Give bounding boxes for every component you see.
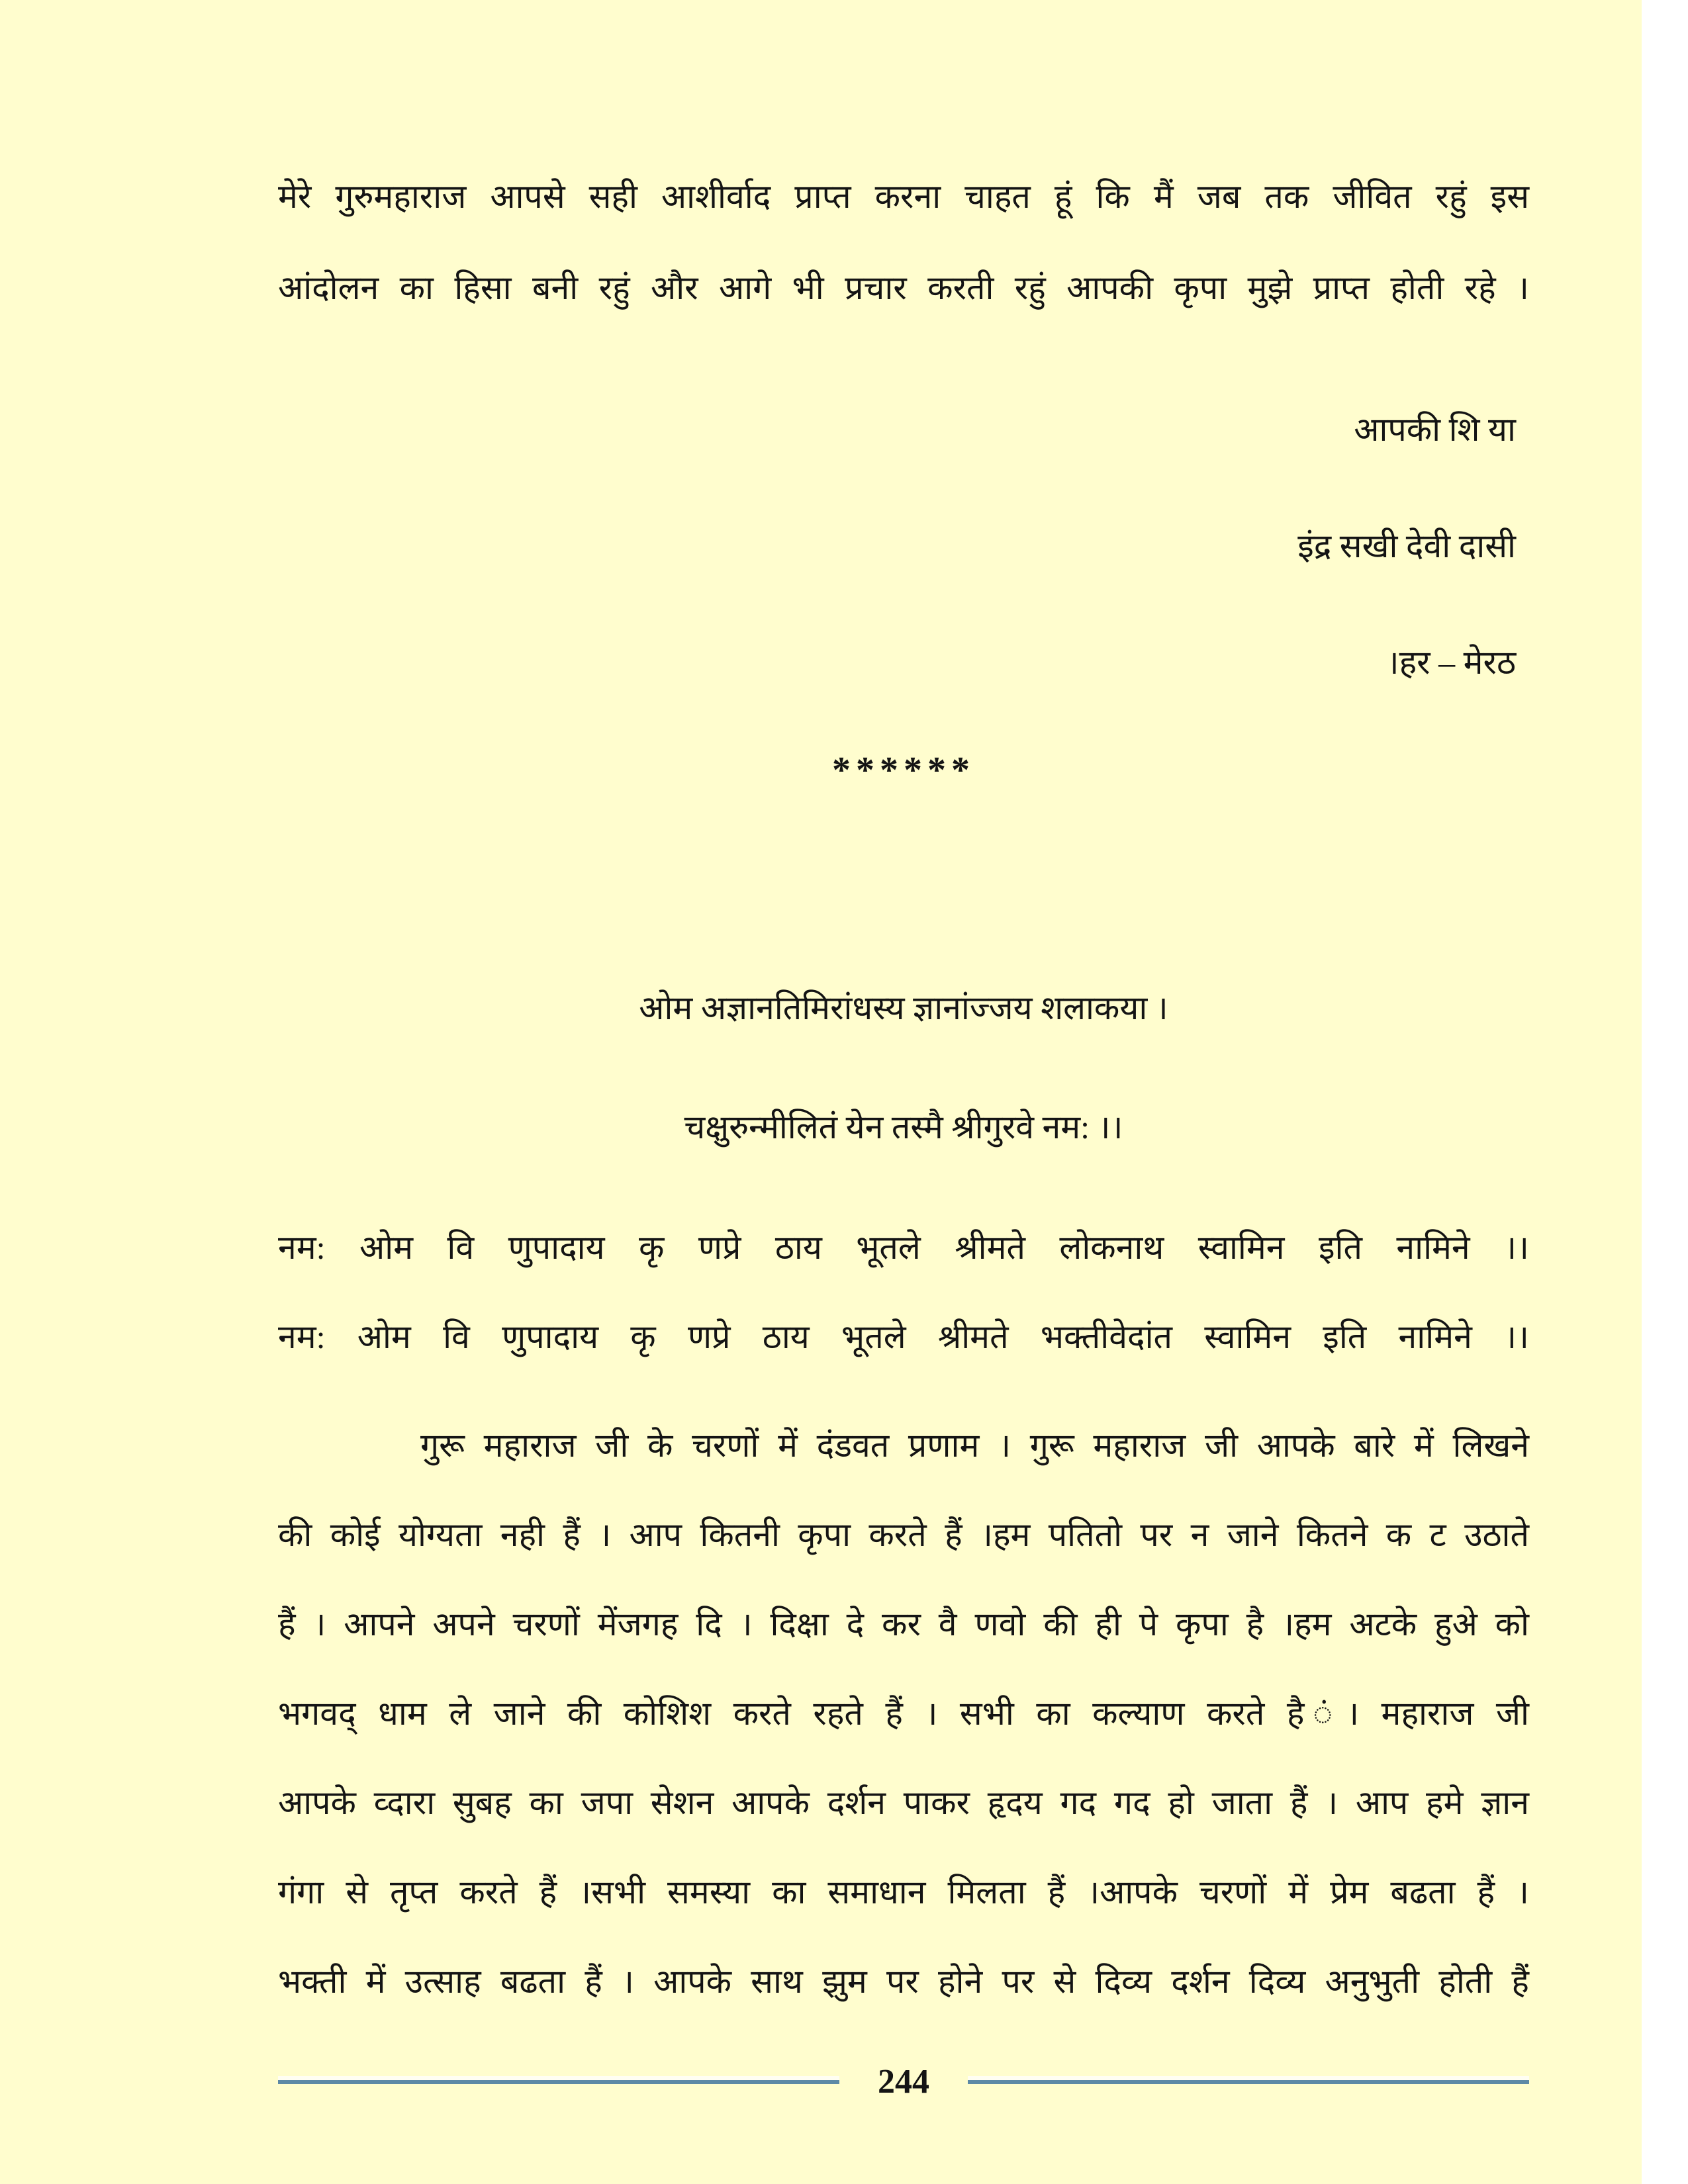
paper-edge <box>1642 0 1688 2184</box>
letter-paragraph-line: आंदोलन का हिसा बनी रहुं और आगे भी प्रचार करती रहुं आपकी कृपा मुझे प्राप्त होती रहे । <box>278 269 1529 306</box>
signature-line-disciple: आपकी शि या <box>1354 411 1516 448</box>
page-footer <box>278 2060 1529 2105</box>
obeisance-mantra-line: नम: ओम वि णुपादाय कृ णप्रे ठाय भूतले श्रीमते भक्तीवेदांत स्वामिन इति नामिने ।। <box>278 1318 1529 1355</box>
obeisance-mantra-line: नम: ओम वि णुपादाय कृ णप्रे ठाय भूतले श्रीमते लोकनाथ स्वामिन इति नामिने ।। <box>278 1229 1529 1266</box>
invocation-verse-line: ओम अज्ञानतिमिरांधस्य ज्ञानांज्जय शलाकया । <box>639 989 1168 1026</box>
footer-rule-left <box>278 2080 839 2084</box>
letter-paragraph-line: मेरे गुरुमहाराज आपसे सही आशीर्वाद प्राप्त करना चाहत हूं कि मैं जब तक जीवित रहुं इस <box>278 178 1529 215</box>
section-separator-asterisks: ****** <box>832 750 975 791</box>
body-paragraph-line: भक्ती में उत्साह बढता हैं । आपके साथ झुम पर होने पर से दिव्य दर्शन दिव्य अनुभुती होती हैं <box>278 1963 1529 2000</box>
body-paragraph-line: भगवद् धाम ले जाने की कोशिश करते रहते हैं । सभी का कल्याण करते है ं। महाराज जी <box>278 1695 1529 1732</box>
body-paragraph-line: गुरू महाराज जी के चरणों में दंडवत प्रणाम । गुरू महाराज जी आपके बारे में लिखने <box>420 1427 1529 1464</box>
body-paragraph-line: आपके व्दारा सुबह का जपा सेशन आपके दर्शन पाकर हृदय गद गद हो जाता हैं । आप हमे ज्ञान <box>278 1784 1529 1821</box>
body-paragraph-line: हैं । आपने अपने चरणों मेंजगह दि । दिक्षा दे कर वै णवो की ही पे कृपा है ।हम अटके हुअे को <box>278 1606 1529 1643</box>
invocation-verse-line: चक्षुरुन्मीलितं येन तस्मै श्रीगुरवे नम: ।। <box>684 1109 1123 1146</box>
page-number: 244 <box>878 2063 929 2101</box>
body-paragraph-line: गंगा से तृप्त करते हैं ।सभी समस्या का समाधान मिलता हैं ।आपके चरणों में प्रेम बढता हैं । <box>278 1874 1529 1911</box>
signature-line-place: ।हर – मेरठ <box>1386 644 1516 681</box>
page-content <box>278 177 1529 2001</box>
signature-line-name: इंद्र सखी देवी दासी <box>1297 527 1516 565</box>
footer-rule-right <box>968 2080 1529 2084</box>
body-paragraph-line: की कोई योग्यता नही हैं । आप कितनी कृपा करते हैं ।हम पतितो पर न जाने कितने क ट उठाते <box>278 1516 1529 1553</box>
